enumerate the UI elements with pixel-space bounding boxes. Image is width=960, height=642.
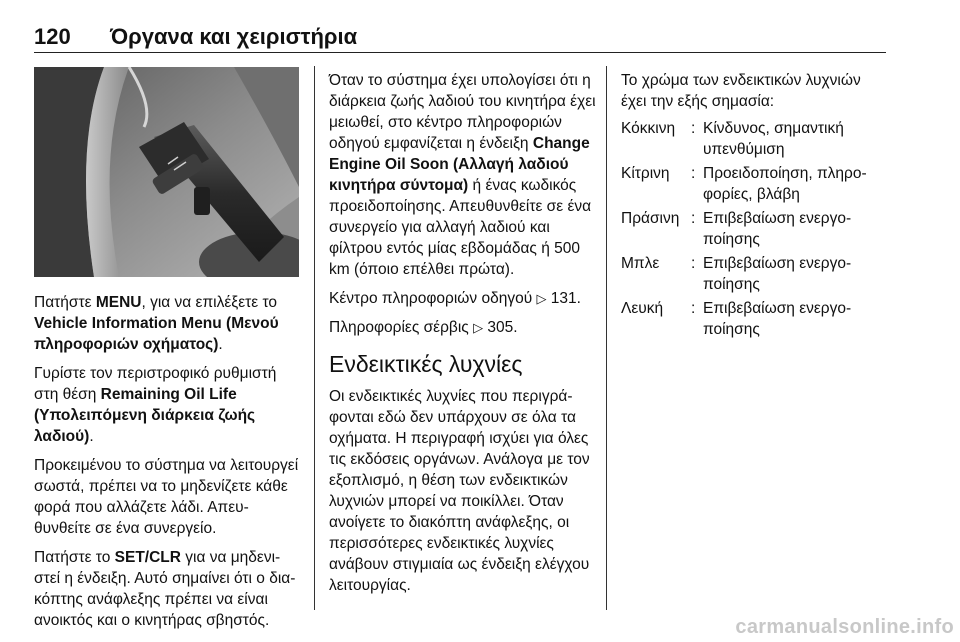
color-name: Κόκκινη: [621, 120, 676, 137]
system-reset-note: Προκειμένου το σύστημα να λειτουργεί σωστά, πρέπει να το μηδενίζετε κάθε φορά που αλλάζετε λάδι. Απευθυνθείτε σε ένα συνεργείο.: [34, 457, 299, 537]
color-meaning-intro: Το χρώμα των ενδεικτικών λυχνιών έχει την εξής σημασία:: [621, 72, 861, 110]
color-meaning: Επιβεβαίωση ενεργοποίησης: [703, 300, 852, 338]
colon: :: [691, 165, 696, 182]
turn-signal-stalk-illustration: [34, 67, 299, 277]
colon: :: [691, 255, 696, 272]
oil-change-paragraph: Όταν το σύστημα έχει υπολογίσει ότι η διάρκεια ζωής λαδιού του κινητήρα έχει μειωθεί, στο κέντρο πληροφοριών οδηγού εμφανίζεται η ένδειξη Change Engine Oil Soon (Αλλαγή λαδιού κινητήρα σύντομα) ή ένας κωδικός προειδοποίησης. Απευθυνθείτε σε ένα συνεργείο για αλλαγή λαδιού και φίλτρου εντός μίας εβδομάδας ή 500 km (όποιο επέλθει πρώτα).: [329, 72, 596, 278]
colon: :: [691, 300, 696, 317]
color-name: Πράσινη: [621, 210, 680, 227]
color-row-white: [621, 298, 885, 340]
cross-reference-service-info[interactable]: Πληροφορίες σέρβις ▷ 305.: [329, 319, 518, 336]
section-heading: Ενδεικτικές λυχνίες: [329, 351, 523, 377]
reference-arrow-icon: ▷: [536, 291, 547, 306]
color-meaning: Επιβεβαίωση ενεργοποίησης: [703, 255, 852, 293]
right-column: [621, 70, 885, 343]
cross-reference-driver-info[interactable]: Κέντρο πληροφοριών οδηγού ▷ 131.: [329, 290, 581, 307]
color-row-green: [621, 208, 885, 250]
color-meaning: Προειδοποίηση, πληροφορίες, βλάβη: [703, 165, 867, 203]
colon: :: [691, 210, 696, 227]
color-meaning: Επιβεβαίωση ενεργοποίησης: [703, 210, 852, 248]
instruction-menu: Πατήστε MENU, για να επιλέξετε το Vehicle Information Menu (Μενού πληροφοριών οχήματος).: [34, 294, 279, 353]
color-meaning-table: [621, 118, 885, 340]
column-divider-1: [314, 66, 315, 610]
color-row-yellow: [621, 163, 885, 205]
instruction-set-clr: Πατήστε το SET/CLR για να μηδενιστεί η ένδειξη. Αυτό σημαίνει ότι ο διακόπτης ανάφλεξης πρέπει να είναι ανοικτός και ο κινητήρας σβηστός.: [34, 549, 296, 629]
instruction-rotate: Γυρίστε τον περιστροφικό ρυθμιστή στη θέση Remaining Oil Life (Υπολειπόμενη διάρκεια ζωής λαδιού).: [34, 365, 277, 445]
page-title: Όργανα και χειριστήρια: [110, 24, 358, 49]
left-column: [34, 292, 300, 639]
color-name: Κίτρινη: [621, 165, 670, 182]
page-header: [34, 24, 886, 53]
color-meaning: Κίνδυνος, σημαντική υπενθύμιση: [703, 120, 844, 158]
stalk-photo: [34, 67, 299, 277]
color-name: Λευκή: [621, 300, 664, 317]
watermark: carmanualsonline.info: [735, 616, 954, 638]
page-number: 120: [34, 24, 71, 49]
column-divider-2: [606, 66, 607, 610]
color-name: Μπλε: [621, 255, 660, 272]
middle-column: [329, 70, 597, 604]
color-row-red: [621, 118, 885, 160]
colon: :: [691, 120, 696, 137]
color-row-blue: [621, 253, 885, 295]
reference-arrow-icon: ▷: [473, 320, 484, 335]
indicator-lights-description: Οι ενδεικτικές λυχνίες που περιγράφονται εδώ δεν υπάρχουν σε όλα τα οχήματα. Η περιγραφή ισχύει για όλες τις εκδόσεις οργάνων. Ανάλογα με τον εξοπλισμό, η θέση των ενδεικτικών λυχνιών μπορεί να ποικίλλει. Όταν ανοίγετε το διακόπτη ανάφλεξης, οι περισσότερες ενδεικτικές λυχνίες ανάβουν στιγμιαία ως ένδειξη ελέγχου λειτουργίας.: [329, 388, 590, 594]
